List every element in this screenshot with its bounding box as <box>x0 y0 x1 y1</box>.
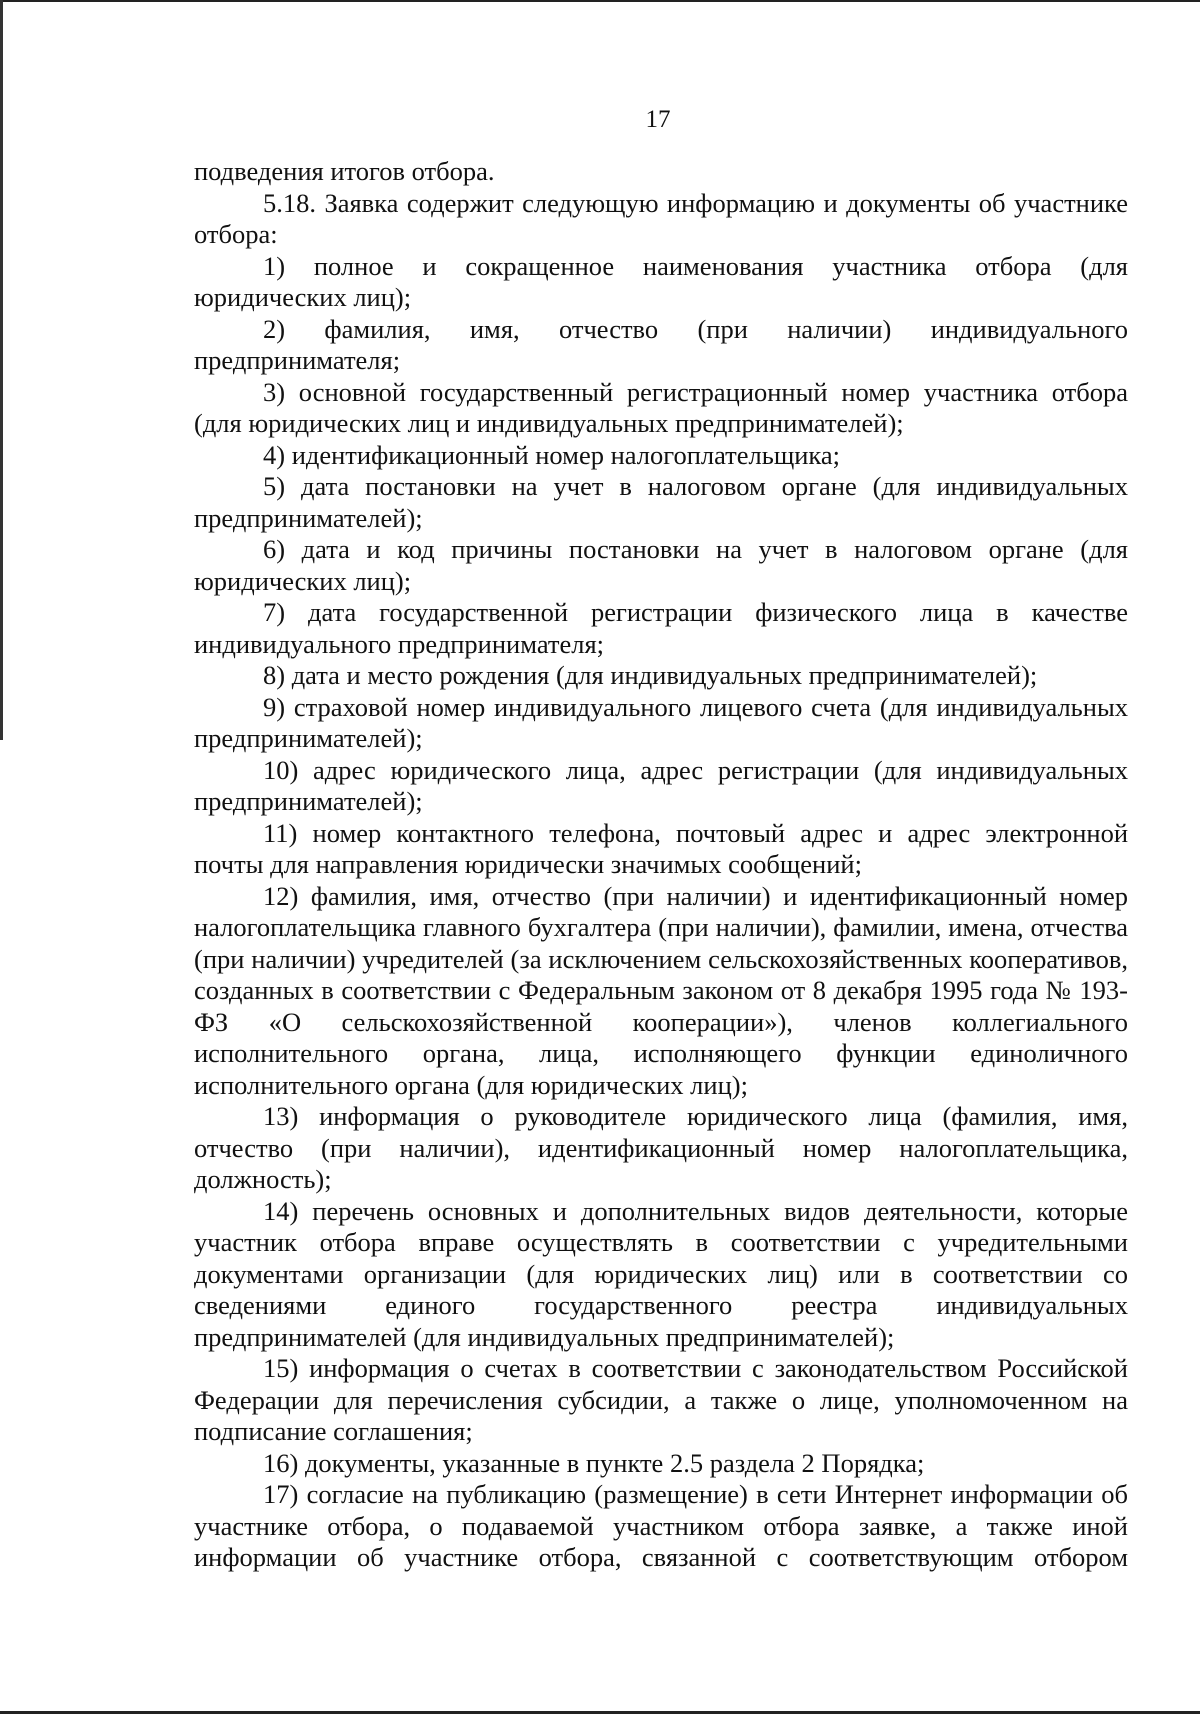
list-item-paragraph: 13) информация о руководителе юридического лица (фамилия, имя, отчество (при наличии), идентификационный номер налогоплательщика, должность); <box>194 1101 1128 1194</box>
list-item-paragraph: 2) фамилия, имя, отчество (при наличии) индивидуального предпринимателя; <box>194 313 1128 375</box>
list-item-paragraph: 15) информация о счетах в соответствии с законодательством Российской Федерации для перечисления субсидии, а также о лице, уполномоченном на подписание соглашения; <box>194 1353 1128 1446</box>
list-item-paragraph: 16) документы, указанные в пункте 2.5 раздела 2 Порядка; <box>263 1447 925 1478</box>
list-item-paragraph: 6) дата и код причины постановки на учет в налоговом органе (для юридических лиц); <box>194 534 1128 596</box>
paragraph-continuation: подведения итогов отбора. <box>194 156 495 186</box>
list-item-paragraph: 8) дата и место рождения (для индивидуальных предпринимателей); <box>263 660 1038 690</box>
list-item-paragraph: 5) дата постановки на учет в налоговом органе (для индивидуальных предпринимателей); <box>194 471 1128 533</box>
list-item-paragraph: 11) номер контактного телефона, почтовый адрес и адрес электронной почты для направления юридически значимых сообщений; <box>194 817 1128 879</box>
scan-edge-top <box>0 0 1200 2</box>
list-item-paragraph: 5.18. Заявка содержит следующую информацию и документы об участнике отбора: <box>194 187 1128 249</box>
page-number: 17 <box>645 106 671 133</box>
list-item-paragraph: 9) страховой номер индивидуального лицевого счета (для индивидуальных предпринимателей); <box>194 691 1128 753</box>
list-item-paragraph: 1) полное и сокращенное наименования участника отбора (для юридических лиц); <box>194 250 1128 312</box>
list-item-paragraph: 4) идентификационный номер налогоплательщика; <box>263 439 841 470</box>
list-item-paragraph: 12) фамилия, имя, отчество (при наличии) и идентификационный номер налогоплательщика главного бухгалтера (при наличии), фамилии, имена, отчества (при наличии) учредителей (за исключением сельскохозяйственных кооперативов, созданных в соответствии с Федеральным законом от 8 декабря 1995 года № 193-ФЗ «О сельскохозяйственной кооперации»), членов коллегиального исполнительного органа, лица, исполняющего функции единоличного исполнительного органа (для юридических лиц); <box>194 880 1128 1100</box>
list-item-paragraph: 17) согласие на публикацию (размещение) в сети Интернет информации об участнике отбора, о подаваемой участником отбора заявке, а также иной информации об участнике отбора, связанной с соответствующим отбором <box>194 1479 1128 1572</box>
document-body <box>194 156 1128 1574</box>
list-item-paragraph: 7) дата государственной регистрации физического лица в качестве индивидуального предпринимателя; <box>194 597 1128 659</box>
list-item-paragraph: 14) перечень основных и дополнительных видов деятельности, которые участник отбора вправе осуществлять в соответствии с учредительными документами организации (для юридических лиц) или в соответствии со сведениями единого государственного реестра индивидуальных предпринимателей (для индивидуальных предпринимателей); <box>194 1195 1128 1352</box>
list-item-paragraph: 10) адрес юридического лица, адрес регистрации (для индивидуальных предпринимателей); <box>194 754 1128 816</box>
list-item-paragraph: 3) основной государственный регистрационный номер участника отбора (для юридических лиц и индивидуальных предпринимателей); <box>194 376 1128 438</box>
